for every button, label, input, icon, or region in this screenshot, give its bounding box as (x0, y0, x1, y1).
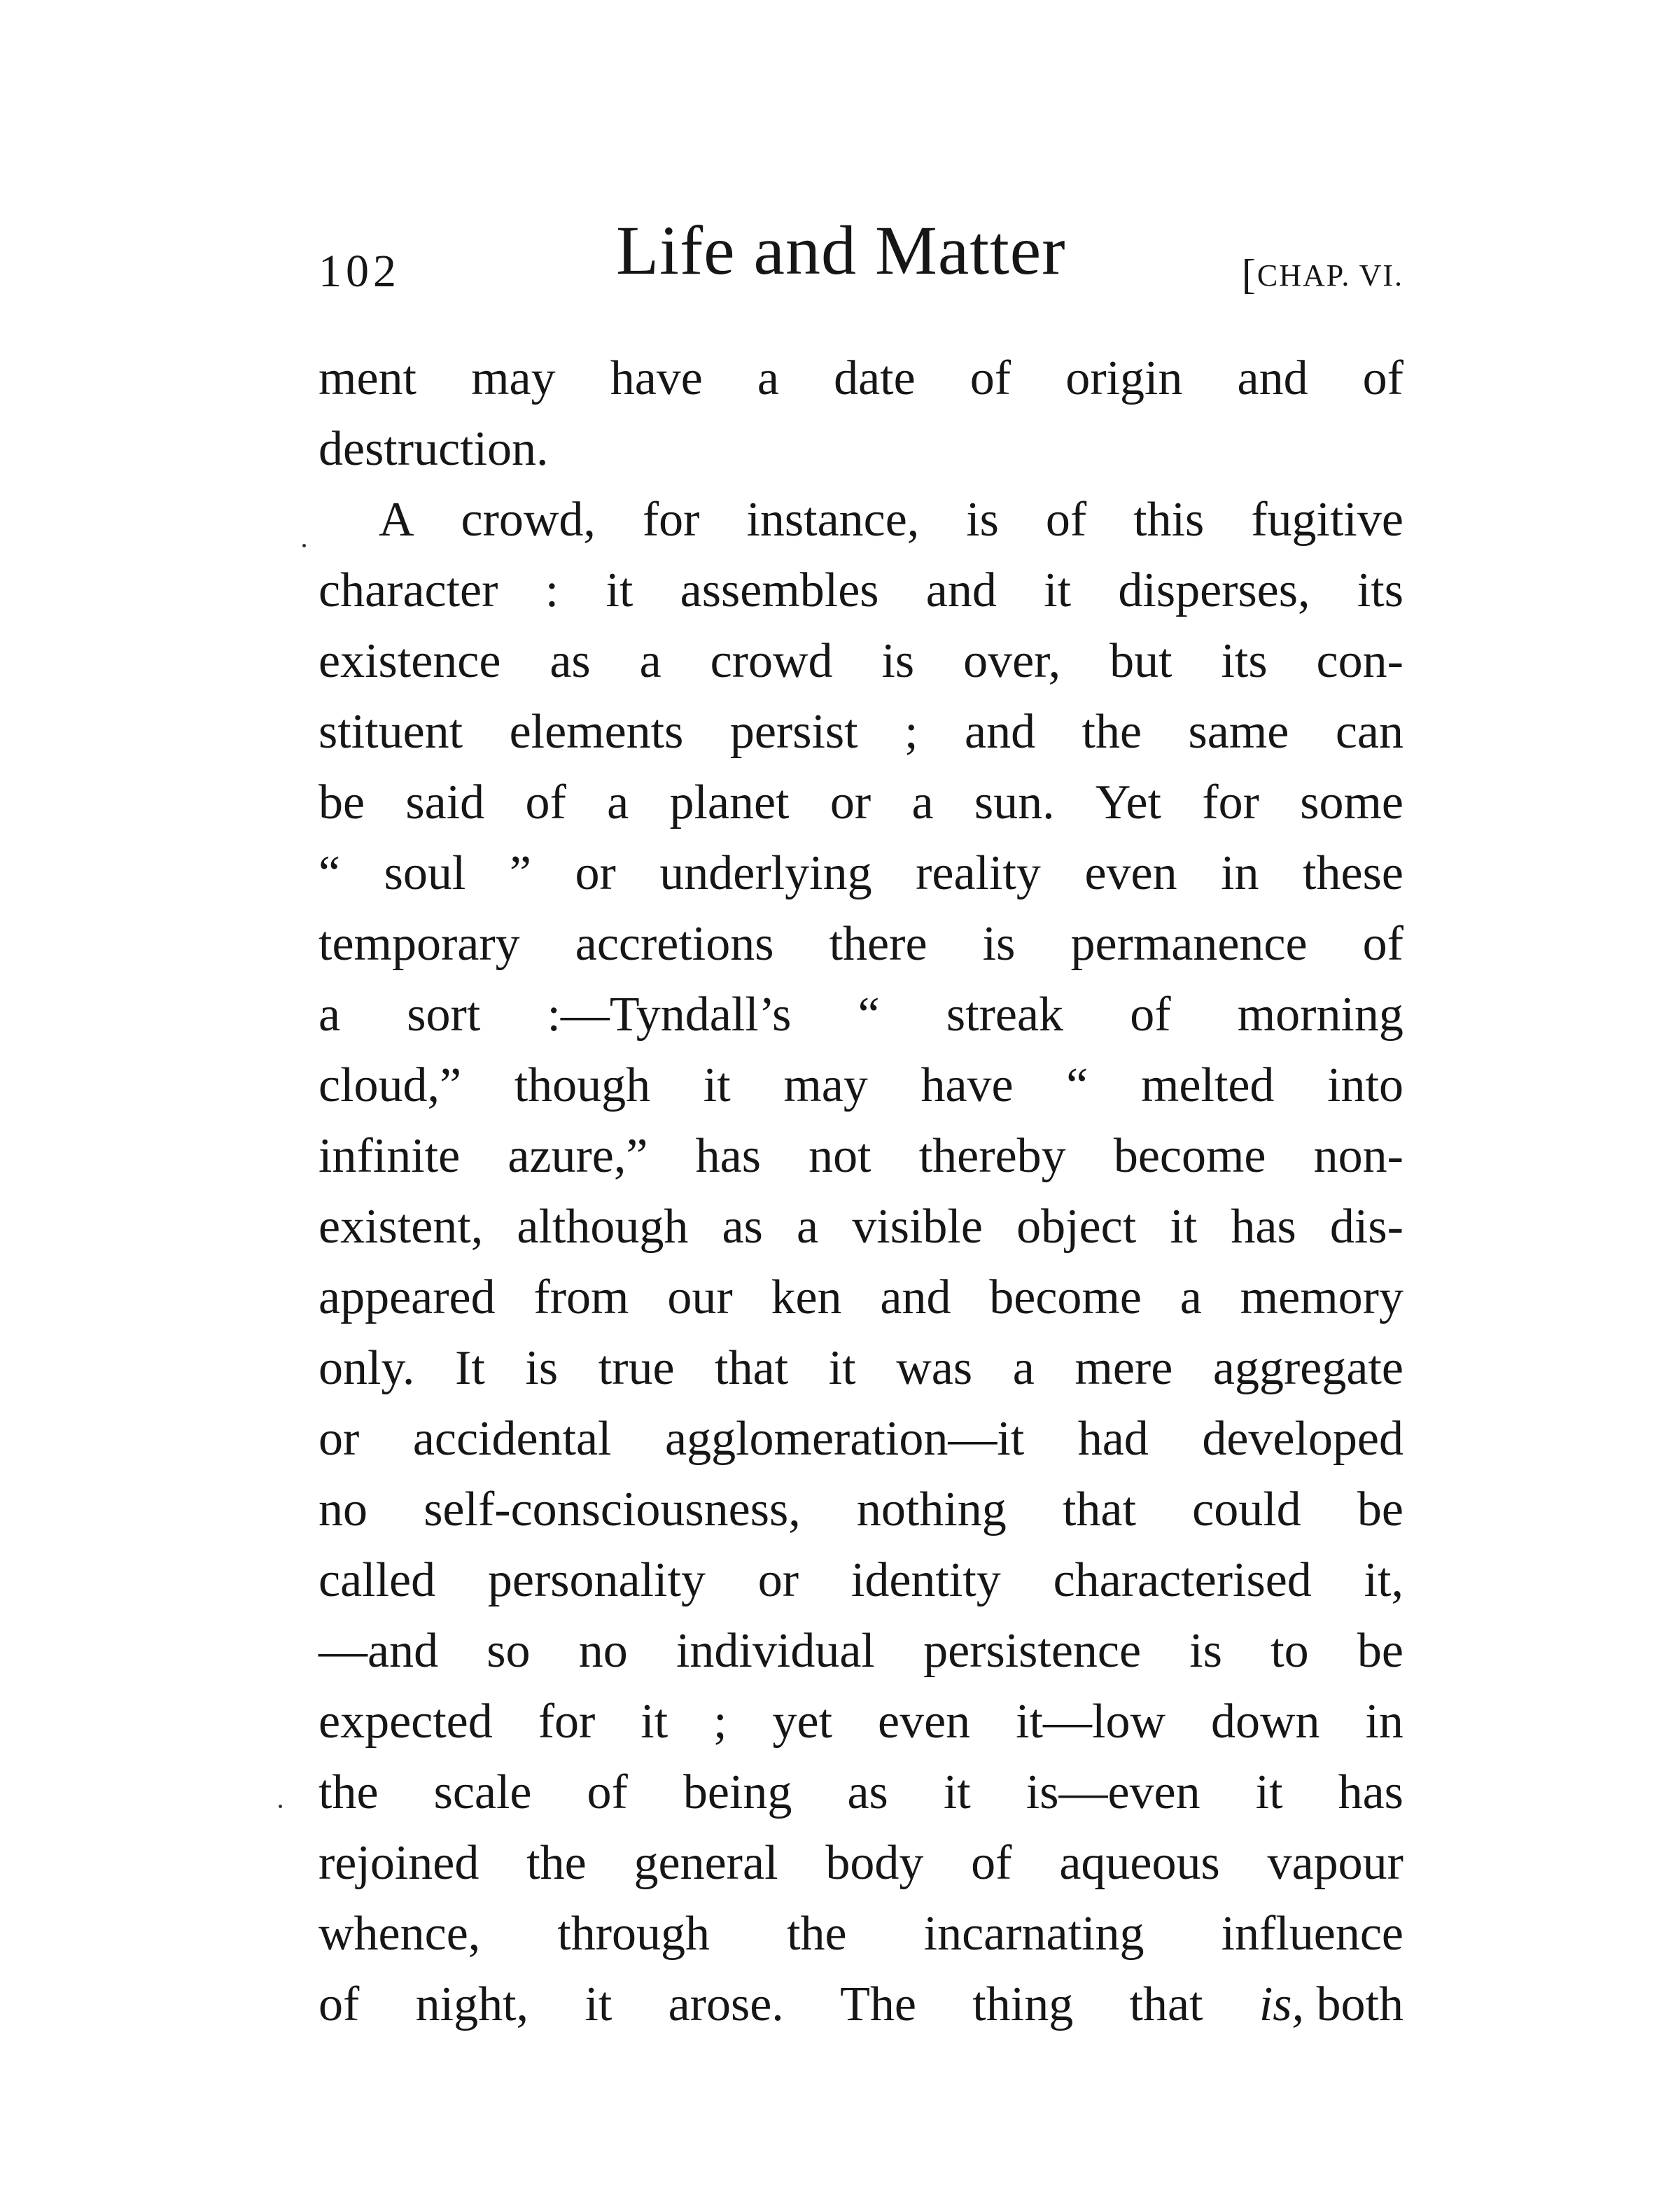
chapter-bracket: [ (1241, 251, 1257, 298)
running-head (318, 210, 1404, 301)
page-number: 102 (318, 246, 400, 297)
chapter-reference (1242, 251, 1404, 299)
text-line: appeared from our ken and become a memory (318, 1270, 1404, 1324)
text-line: a sort :—Tyndall’s “ streak of morning (318, 988, 1404, 1042)
text-line: existence as a crowd is over, but its con- (318, 634, 1404, 688)
text-line: expected for it ; yet even it—low down in (318, 1695, 1404, 1749)
text-line: stituent elements persist ; and the same can (318, 705, 1404, 759)
text-line: no self-consciousness, nothing that could be (318, 1483, 1404, 1536)
text-line: A crowd, for instance, is of this fugitive (379, 493, 1404, 547)
text-line: infinite azure,” has not thereby become non- (318, 1129, 1404, 1183)
text-line: destruction. (318, 422, 549, 476)
print-speck (279, 1805, 282, 1808)
text-line: called personality or identity characterised it, (318, 1553, 1404, 1607)
text-line: only. It is true that it was a mere aggregate (318, 1341, 1404, 1395)
text-line: whence, through the incarnating influence (318, 1907, 1404, 1961)
text-line: temporary accretions there is permanence of (318, 917, 1404, 971)
text-line: existent, although as a visible object it has dis- (318, 1200, 1404, 1254)
book-title: Life and Matter (616, 211, 1066, 289)
text-line: “ soul ” or underlying reality even in these (318, 846, 1404, 900)
text-line: of night, it arose. The thing that is, both (318, 1977, 1404, 2031)
text-line: character : it assembles and it disperses, its (318, 564, 1404, 617)
print-speck (302, 544, 306, 547)
text-line: —and so no individual persistence is to be (318, 1624, 1404, 1678)
chapter-label: CHAP. VI. (1256, 258, 1404, 293)
text-line: be said of a planet or a sun. Yet for some (318, 776, 1404, 830)
body-text (318, 343, 1404, 2040)
text-line: rejoined the general body of aqueous vapour (318, 1836, 1404, 1890)
text-line: or accidental agglomeration—it had developed (318, 1412, 1404, 1466)
text-line: ment may have a date of origin and of (318, 351, 1404, 405)
text-line: cloud,” though it may have “ melted into (318, 1058, 1404, 1112)
text-line: the scale of being as it is—even it has (318, 1765, 1404, 1819)
